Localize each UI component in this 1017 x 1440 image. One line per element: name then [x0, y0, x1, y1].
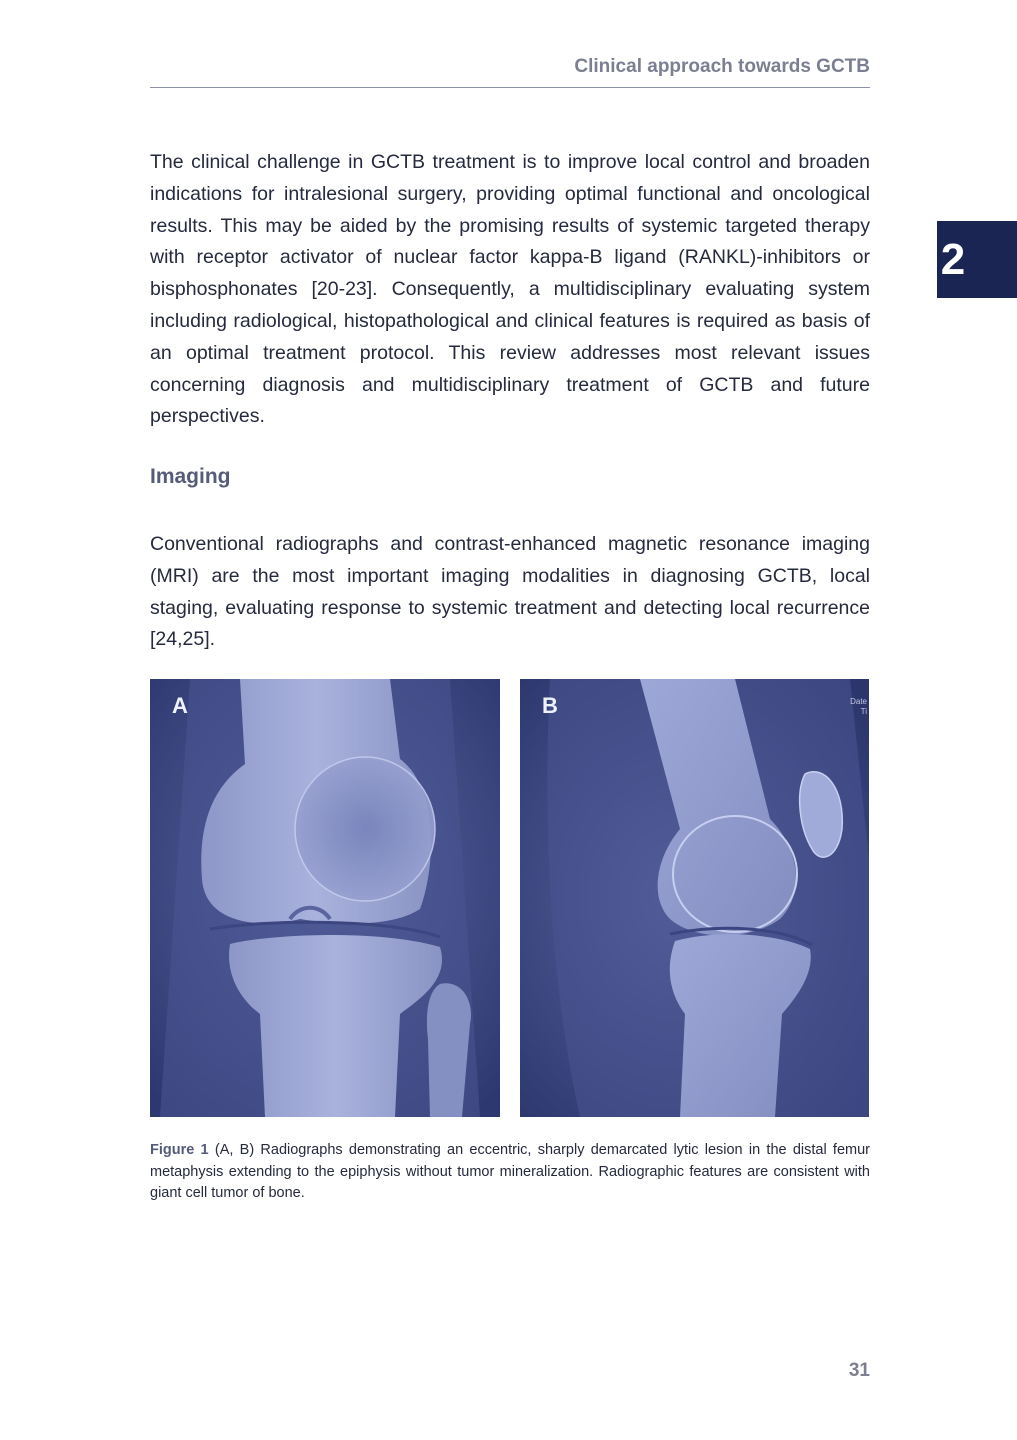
header-rule [150, 87, 870, 88]
scanner-text-line-1: Date [850, 697, 867, 706]
chapter-number: 2 [940, 234, 966, 284]
radiograph-panel-a [150, 679, 500, 1117]
chapter-tab [937, 221, 1017, 298]
panel-label-a: A [172, 693, 188, 718]
figure-caption-text: (A, B) Radiographs demonstrating an eccentric, sharply demarcated lytic lesion in the distal femur metaphysis extending to the epiphysis without tumor mineralization. Radiographic features are consistent with giant cell tumor of bone. [150, 1142, 870, 1201]
radiograph-a-image [150, 679, 500, 1117]
section-heading-imaging: Imaging [150, 465, 231, 488]
radiograph-panel-b [520, 679, 869, 1117]
scanner-text-line-2: Ti [860, 707, 867, 716]
running-header: Clinical approach towards GCTB [574, 56, 870, 77]
scanner-overlay-text [850, 697, 867, 717]
panel-label-b: B [542, 693, 558, 718]
figure-caption-label: Figure 1 [150, 1142, 209, 1158]
radiograph-b-image [520, 679, 869, 1117]
page-number: 31 [848, 1360, 870, 1381]
figure-caption [150, 1140, 870, 1205]
imaging-paragraph: Conventional radiographs and contrast-enhanced magnetic resonance imaging (MRI) are the most important imaging modalities in diagnosing GCTB, local staging, evaluating response to systemic treatment and detecting local recurrence [24,25]. [150, 533, 870, 651]
intro-paragraph: The clinical challenge in GCTB treatment is to improve local control and broaden indications for intralesional surgery, providing optimal functional and oncological results. This may be aided by the promising results of systemic targeted therapy with receptor activator of nuclear factor kappa-B ligand (RANKL)-inhibitors or bisphosphonates [20-23]. Consequently, a multidisciplinary evaluating system including radiological, histopathological and clinical features is required as basis of an optimal treatment protocol. This review addresses most relevant issues concerning diagnosis and multidisciplinary treatment of GCTB and future perspectives. [150, 151, 870, 428]
